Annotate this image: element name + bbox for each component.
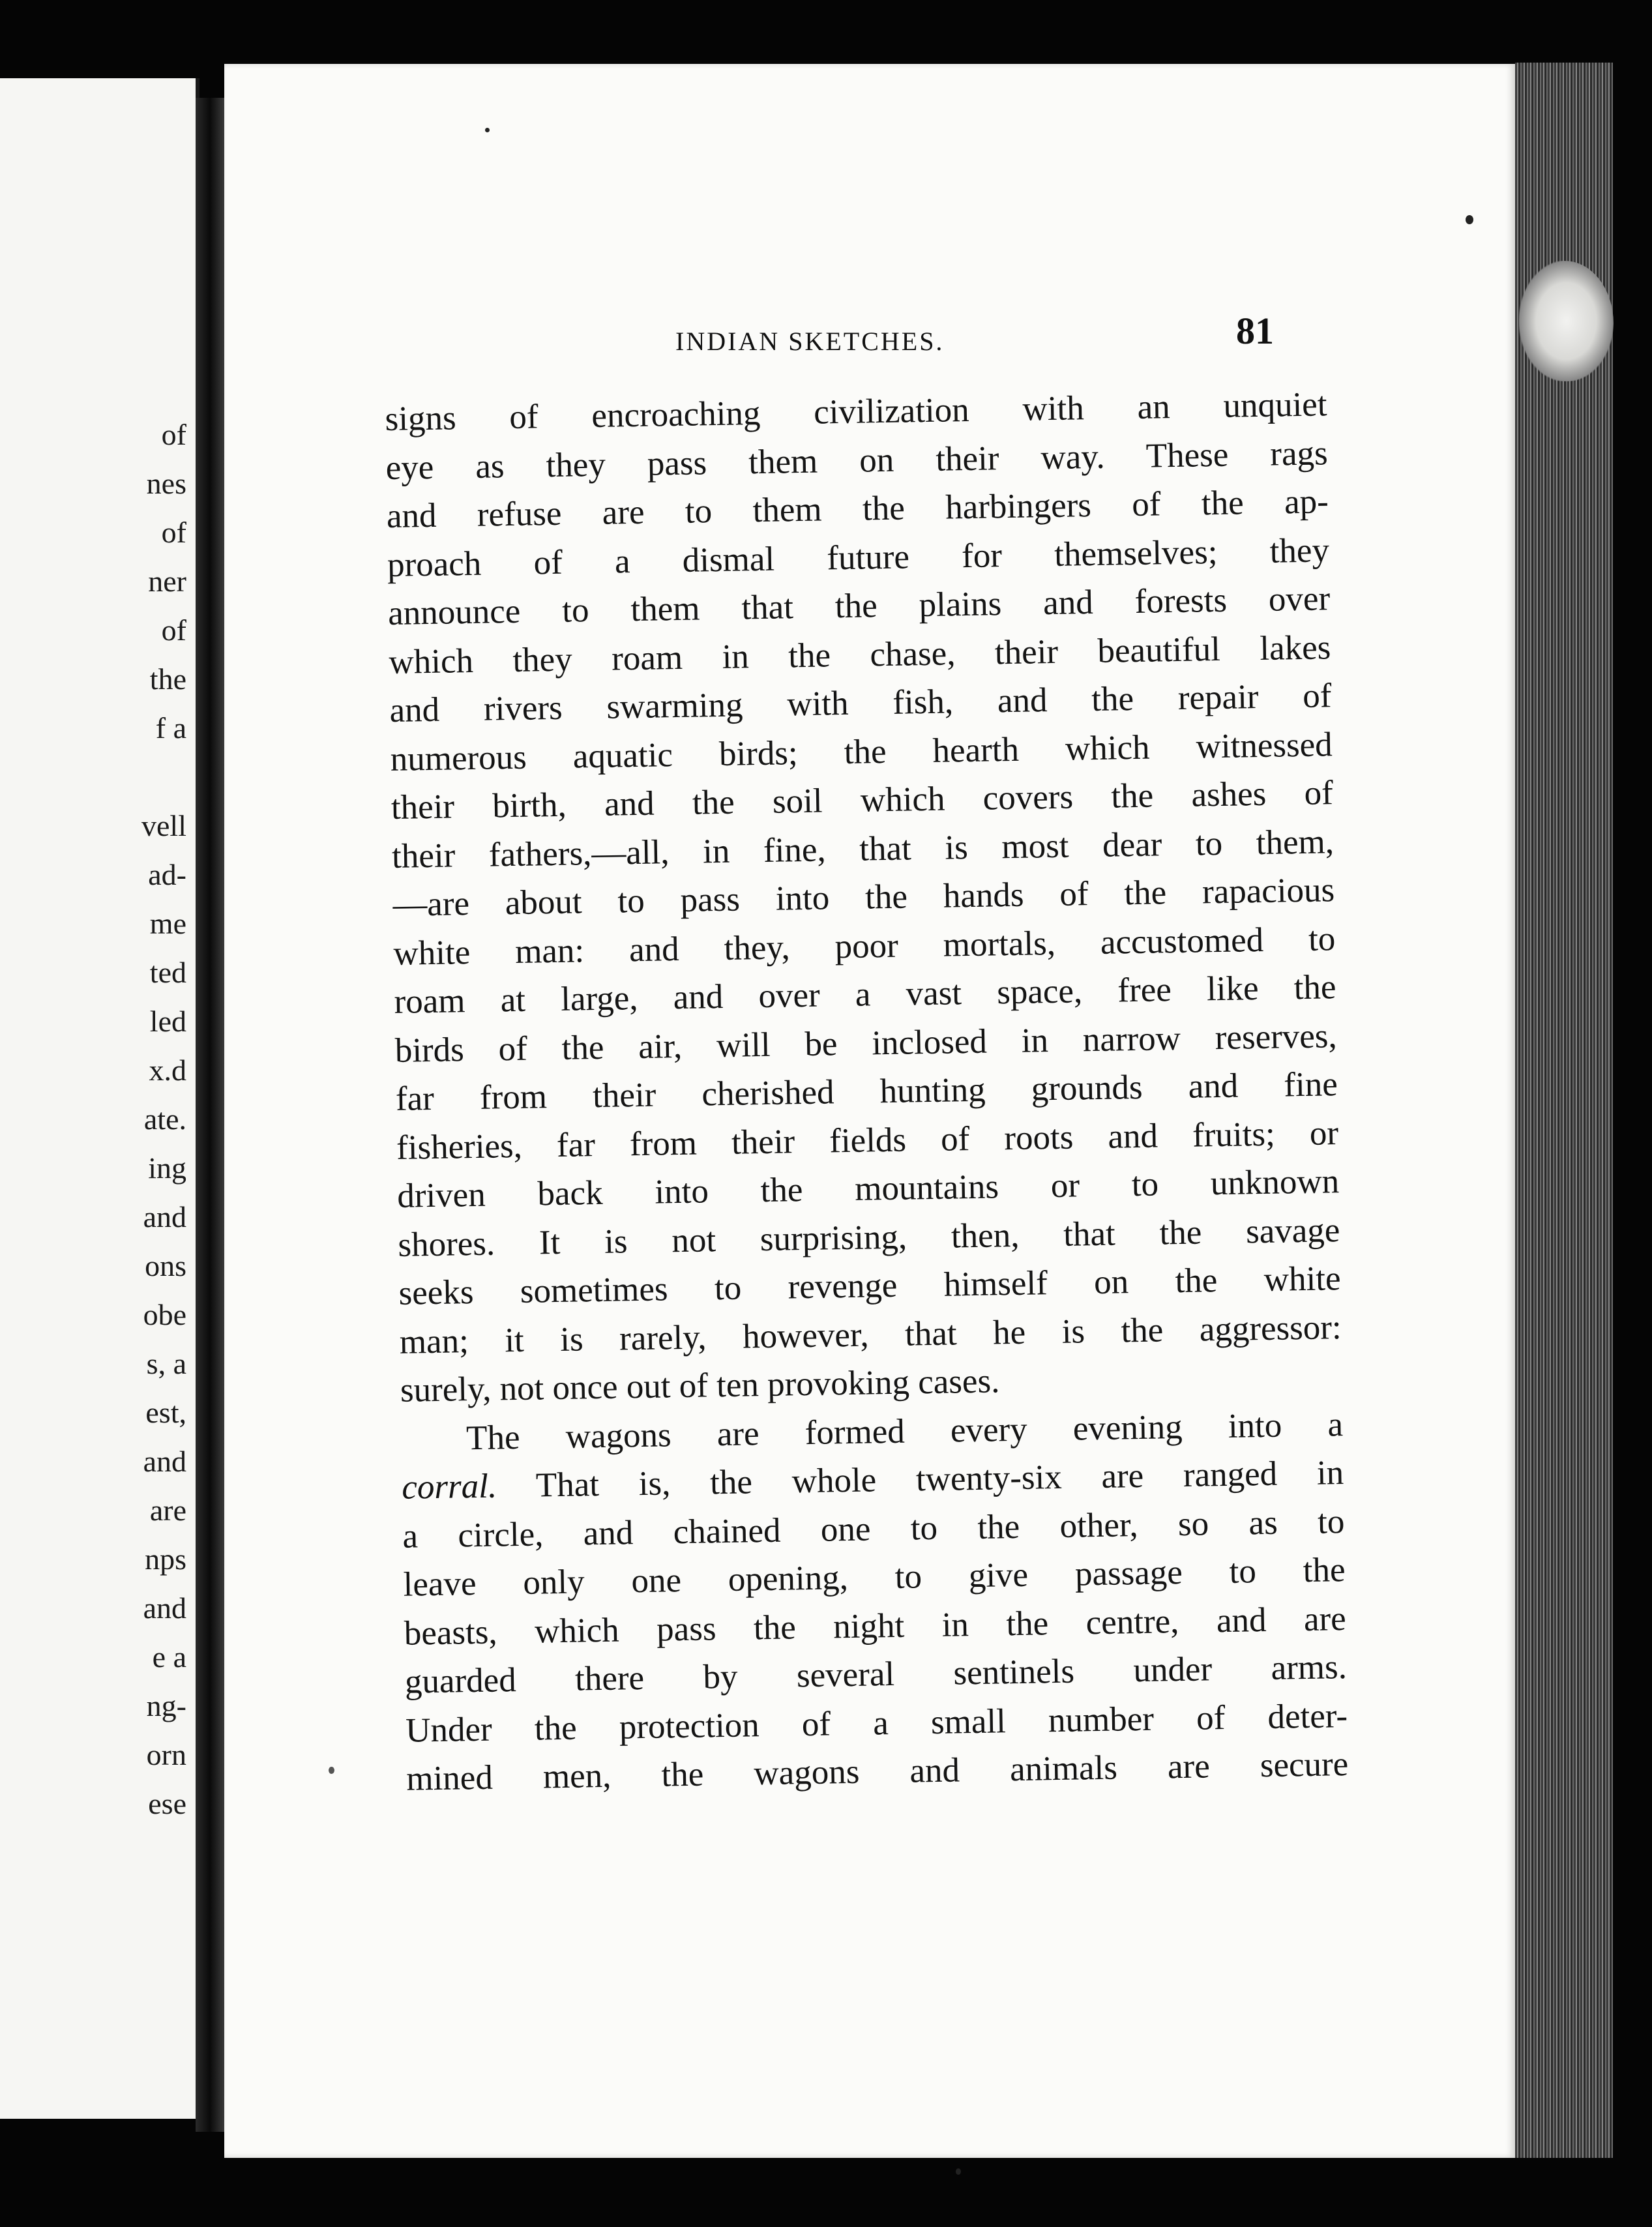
left-fragment: the <box>149 662 186 696</box>
text-line: mined men, the wagons and animals are secure <box>406 1745 1349 1798</box>
left-fragment: me <box>149 907 186 940</box>
ink-speck <box>485 128 490 132</box>
left-fragment: vell <box>141 809 186 842</box>
text-line: The wagons are formed every evening into a <box>465 1405 1344 1457</box>
left-fragment: ate. <box>143 1102 186 1136</box>
left-fragment: nps <box>145 1542 186 1576</box>
left-fragment: and <box>143 1445 186 1478</box>
left-fragment: s, a <box>146 1347 186 1380</box>
ink-speck <box>1466 215 1473 224</box>
left-fragment: and <box>143 1591 186 1625</box>
paper-blemish <box>1519 261 1614 381</box>
text-line: guarded there by several sentinels under arms. <box>404 1648 1348 1701</box>
italic-term: corral. <box>401 1467 497 1507</box>
text-line: a circle, and chained one to the other, so as to <box>402 1502 1345 1556</box>
text-line: —are about to pass into the hands of the rapacious <box>392 871 1335 924</box>
text-line: fisheries, far from their fields of roots and fruits; or <box>396 1114 1339 1167</box>
page-body <box>385 380 1349 1803</box>
text-line: surely, not once out of ten provoking cases. <box>400 1362 1000 1409</box>
left-fragment: orn <box>146 1738 186 1771</box>
left-fragment: nes <box>146 467 186 500</box>
text-line: eye as they pass them on their way. These rags <box>385 434 1329 487</box>
book-gutter <box>196 98 224 2132</box>
text-line: man; it is rarely, however, that he is the aggressor: <box>399 1308 1342 1361</box>
text-line: leave only one opening, to give passage to the <box>403 1551 1346 1604</box>
left-fragment: f a <box>155 711 186 745</box>
text-line: beasts, which pass the night in the centre, and are <box>404 1599 1347 1653</box>
text-line: their fathers,—all, in fine, that is most dear to them, <box>391 822 1335 876</box>
left-page <box>0 78 199 2119</box>
left-fragment: ted <box>149 956 186 989</box>
left-fragment: ner <box>148 565 186 598</box>
text-line: far from their cherished hunting grounds and fine <box>395 1065 1338 1118</box>
text-line: signs of encroaching civilization with an unquiet <box>385 385 1327 438</box>
text-line: driven back into the mountains or to unknown <box>396 1162 1340 1215</box>
text-span: That is, the whole twenty-six are ranged in <box>496 1454 1344 1505</box>
left-fragment: ad- <box>148 858 186 891</box>
left-fragment: ese <box>148 1787 186 1820</box>
text-line: Under the protection of a small number of deter- <box>405 1696 1348 1750</box>
text-line: birds of the air, will be inclosed in narrow reserves, <box>394 1016 1338 1070</box>
left-fragment: est, <box>145 1396 186 1429</box>
left-fragment: and <box>143 1200 186 1233</box>
text-line: seeks sometimes to revenge himself on the white <box>398 1260 1341 1312</box>
ink-speck <box>956 2168 961 2175</box>
text-line: shores. It is not surprising, then, that the savage <box>398 1211 1340 1264</box>
left-fragment: led <box>149 1005 186 1038</box>
left-fragment: are <box>149 1494 186 1527</box>
text-line: white man: and they, poor mortals, accustomed to <box>392 919 1336 973</box>
text-line: roam at large, and over a vast space, free like the <box>394 968 1336 1021</box>
text-line: and rivers swarming with fish, and the repair of <box>389 677 1332 730</box>
text-line: and refuse are to them the harbingers of the ap- <box>386 482 1329 535</box>
left-fragment: obe <box>143 1298 186 1331</box>
text-line: which they roam in the chase, their beautiful lakes <box>388 628 1331 681</box>
page-number: 81 <box>1236 310 1274 352</box>
text-line: numerous aquatic birds; the hearth which witnessed <box>390 725 1333 778</box>
left-fragment: ing <box>148 1151 186 1185</box>
text-line: proach of a dismal future for themselves; they <box>387 531 1330 584</box>
ink-speck <box>329 1767 334 1774</box>
left-fragment: of <box>161 613 186 647</box>
left-fragment: of <box>161 516 186 549</box>
left-fragment: of <box>161 418 186 451</box>
running-head: INDIAN SKETCHES. <box>675 327 945 356</box>
left-fragment: ng- <box>146 1689 186 1722</box>
left-fragment: ons <box>145 1249 186 1282</box>
left-fragment: x.d <box>149 1054 186 1087</box>
left-fragment: e a <box>152 1640 186 1674</box>
text-line: announce to them that the plains and forests over <box>387 580 1331 632</box>
text-line: their birth, and the soil which covers the ashes of <box>391 774 1334 827</box>
